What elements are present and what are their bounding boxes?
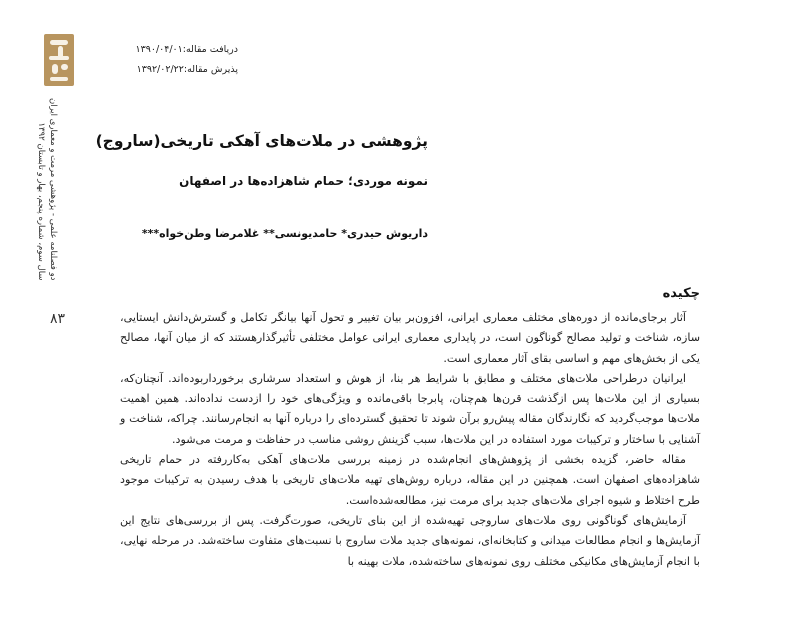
article-authors: داریوش حیدری* حامدیونسی** غلامرضا وطن‌خواه*** — [141, 227, 428, 240]
abstract-paragraph-4: آزمایش‌های گوناگونی روی ملات‌های ساروجی تهیه‌شده از این بنای تاریخی، صورت‌گرفت. پس از بررسی‌های نتایج این آزمایش‌ها و انجام مطالعات میدانی و کتابخانه‌ای، نمونه‌های جدید ملات ساروج با نسبت‌های متفاوت ساخته‌شد. در مرحله نهایی، با انجام آزمایش‌های مکانیکی مختلف روی نمونه‌های ساخته‌شده، ملات بهینه با — [120, 513, 700, 568]
journal-logo — [44, 34, 74, 86]
page-number: ۸۳ — [50, 311, 66, 327]
article-dates — [123, 40, 238, 80]
journal-name: دو فصلنامه علمی - پژوهشی مرمت و معماری ایران — [48, 98, 58, 281]
article-title: پژوهشی در ملات‌های آهکی تاریخی(ساروج) — [95, 132, 428, 150]
received-date: دریافت مقاله:۱۳۹۰/۰۴/۰۱ — [135, 44, 238, 55]
abstract-paragraph-2: ایرانیان درطراحی ملات‌های مختلف و مطابق با شرایط هر بنا، از هوش و استعداد سرشاری برخورداربوده‌اند. آنچنان‌که، بسیاری از این ملات‌ها پس ازگذشت قرن‌ها هم‌چنان، پابرجا باقی‌مانده و ویژگی‌های خود را ازدست نداده‌اند. همین اهمیت ملات‌ها موجب‌گردید که نگارندگان مقاله پیش‌رو برآن شوند تا تحقیق گسترده‌ای را درباره آنها به انجام‌رسانند. چراکه، شناخت و آشنایی با ساختار و ترکیبات مورد استفاده در این ملات‌ها، سبب گزینش روشی مناسب در حفاظت و مرمت می‌شود. — [120, 371, 700, 446]
journal-issue: سال سوم، شماره پنجم، بهار و تابستان ۱۳۹۲ — [36, 122, 46, 281]
abstract-heading: چکیده — [662, 286, 700, 301]
abstract-paragraph-1: آثار برجای‌مانده از دوره‌های مختلف معماری ایرانی، افزون‌بر بیان تغییر و تحول آنها بیانگر تکامل و گسترش‌دانش ایستایی، سازه، شناخت و تولید مصالح گوناگون است، در پایداری معماری ایرانی عوامل مختلفی تأثیرگذارهستند که از میان آنها، مصالح یکی از بخش‌های مهم و اساسی بقای آثار معماری است. — [120, 311, 700, 365]
journal-info-vertical — [35, 98, 59, 280]
abstract-paragraph-3: مقاله حاضر، گزیده بخشی از پژوهش‌های انجام‌شده در زمینه بررسی ملات‌های آهکی به‌کاررفته در حمام تاریخی شاهزاده‌های اصفهان است. همچنین در این مقاله، درباره روش‌های تهیه ملات‌های تاریخی با هدف رسیدن به ترکیبات موجود طرح اختلاط و شیوه اجرای ملات‌های جدید برای مرمت نیز، مطالعه‌شده‌است. — [120, 453, 700, 507]
article-subtitle: نمونه موردی؛ حمام شاهزاده‌ها در اصفهان — [179, 174, 428, 188]
abstract-body — [120, 308, 700, 572]
accepted-date: پذیرش مقاله:۱۳۹۲/۰۲/۲۲ — [136, 64, 238, 75]
